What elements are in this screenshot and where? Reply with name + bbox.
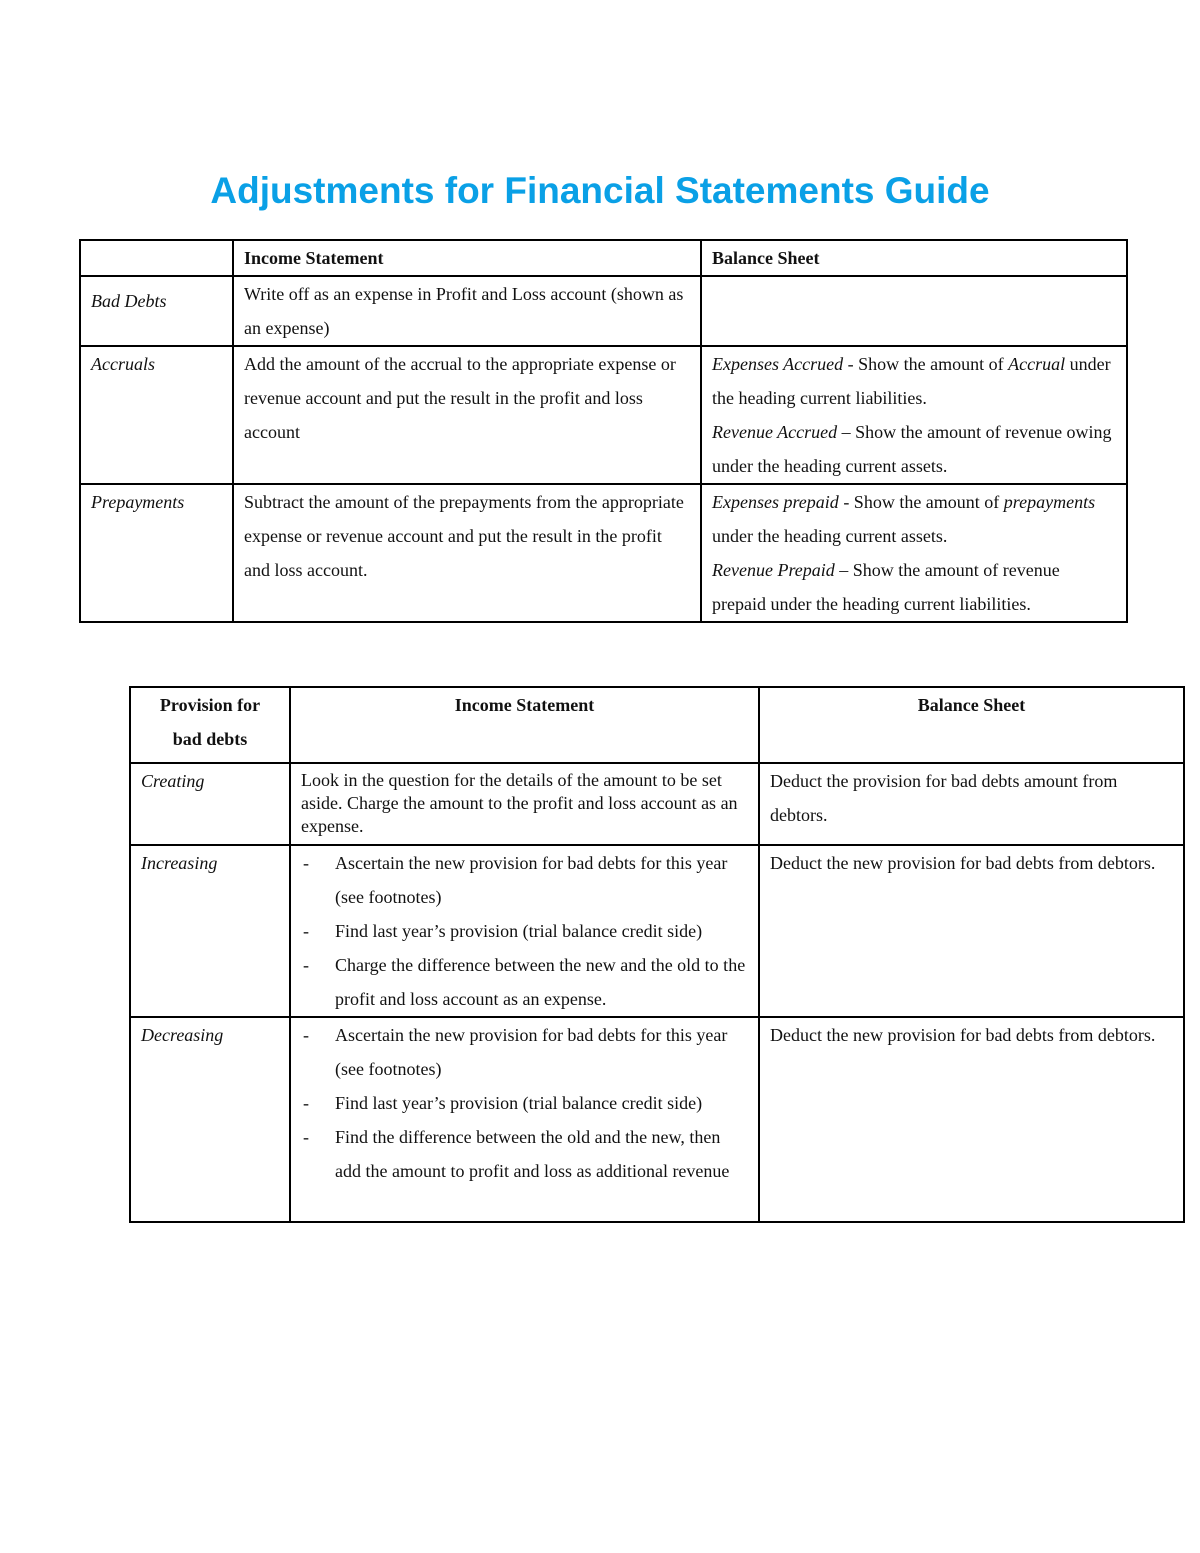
list-item: - Find last year’s provision (trial balance credit side) [301, 1086, 748, 1120]
table-header-row [80, 240, 1127, 276]
table-row [80, 484, 1127, 622]
header-income-statement: Income Statement [290, 687, 759, 763]
balance-cell-empty [701, 276, 1127, 346]
header-cell-empty [80, 240, 233, 276]
row-label: Accruals [80, 346, 233, 484]
balance-entry: Expenses Accrued - Show the amount of Accrual under the heading current liabilities. [712, 354, 1111, 408]
balance-cell [701, 346, 1127, 484]
balance-entry: Revenue Prepaid – Show the amount of revenue prepaid under the heading current liabilities. [712, 560, 1060, 614]
table-row [130, 763, 1184, 845]
balance-entry: Revenue Accrued – Show the amount of revenue owing under the heading current assets. [712, 422, 1112, 476]
income-cell: Subtract the amount of the prepayments from the appropriate expense or revenue account and put the result in the profit and loss account. [233, 484, 701, 622]
row-label: Decreasing [130, 1017, 290, 1222]
list-item: - Charge the difference between the new and the old to the profit and loss account as an expense. [301, 948, 748, 1016]
row-label: Bad Debts [80, 276, 233, 346]
table-row [80, 346, 1127, 484]
table-row [80, 276, 1127, 346]
row-label: Increasing [130, 845, 290, 1017]
adjustments-table [79, 239, 1128, 623]
step-list [301, 846, 748, 1016]
list-item: - Ascertain the new provision for bad debts for this year (see footnotes) [301, 1018, 748, 1086]
table-row [130, 1017, 1184, 1222]
provision-table [129, 686, 1185, 1223]
income-cell [290, 845, 759, 1017]
income-cell [290, 1017, 759, 1222]
balance-cell: Deduct the new provision for bad debts from debtors. [759, 845, 1184, 1017]
income-cell: Add the amount of the accrual to the appropriate expense or revenue account and put the result in the profit and loss account [233, 346, 701, 484]
income-cell: Write off as an expense in Profit and Loss account (shown as an expense) [233, 276, 701, 346]
page-title: Adjustments for Financial Statements Guide [210, 170, 990, 211]
step-list [301, 1018, 748, 1188]
list-item: - Ascertain the new provision for bad debts for this year (see footnotes) [301, 846, 748, 914]
table-row [130, 845, 1184, 1017]
list-item: - Find last year’s provision (trial balance credit side) [301, 914, 748, 948]
balance-entry: Expenses prepaid - Show the amount of prepayments under the heading current assets. [712, 492, 1096, 546]
header-balance-sheet: Balance Sheet [759, 687, 1184, 763]
balance-cell: Deduct the new provision for bad debts from debtors. [759, 1017, 1184, 1222]
row-label: Prepayments [80, 484, 233, 622]
header-balance-sheet: Balance Sheet [701, 240, 1127, 276]
row-label: Creating [130, 763, 290, 845]
list-item: - Find the difference between the old and the new, then add the amount to profit and loss as additional revenue [301, 1120, 748, 1188]
table-header-row [130, 687, 1184, 763]
header-income-statement: Income Statement [233, 240, 701, 276]
balance-cell [701, 484, 1127, 622]
income-cell: Look in the question for the details of the amount to be set aside. Charge the amount to the profit and loss account as an expense. [290, 763, 759, 845]
header-provision-for-bad-debts: Provision for bad debts [130, 687, 290, 763]
balance-cell: Deduct the provision for bad debts amount from debtors. [759, 763, 1184, 845]
